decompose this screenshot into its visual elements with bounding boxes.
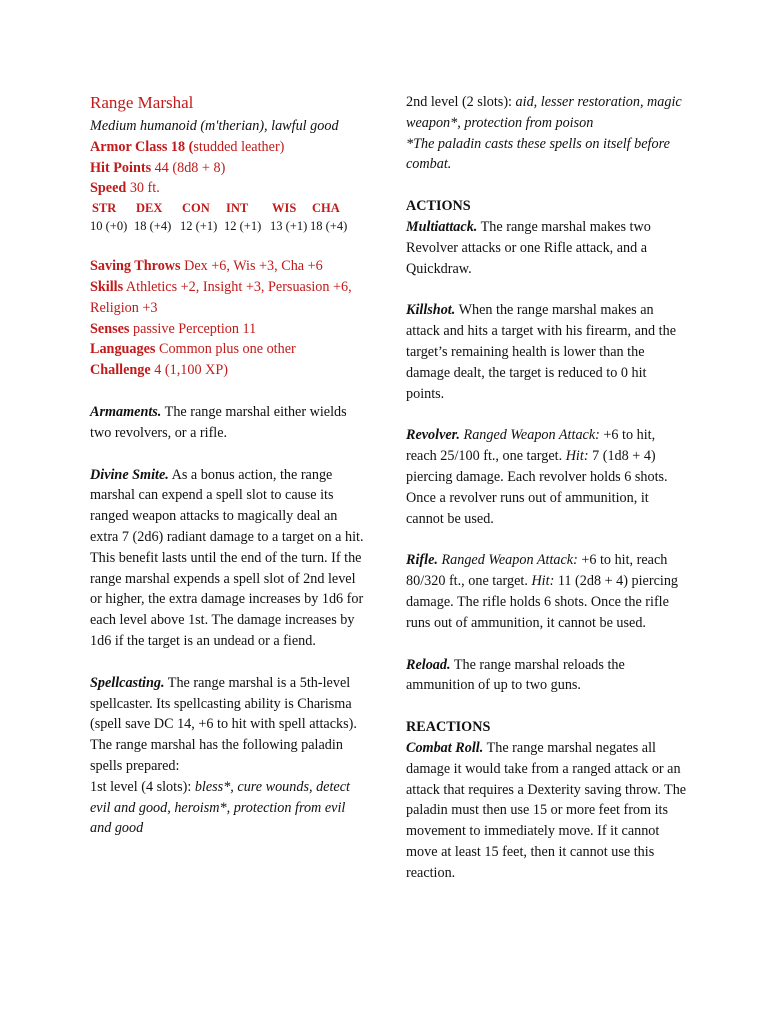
reaction-combat-roll	[406, 738, 688, 884]
creature-type: Medium humanoid (m'therian), lawful good	[90, 118, 339, 134]
action-rifle-damage: 11 (2d8 + 4) piercing damage. The rifle holds 6 shots. Once the rifle runs out of ammunition, it cannot be used.	[406, 573, 679, 631]
armor-class-label: Armor Class	[90, 138, 168, 155]
challenge-label: Challenge	[90, 362, 151, 379]
spells-level-1-label: 1st level (4 slots):	[90, 778, 192, 795]
action-multiattack-text: The range marshal makes two Revolver attacks or one Rifle attack, and a Quickdraw.	[406, 218, 651, 277]
spells-level-1-list: bless*, cure wounds, detect evil and good, heroism*, protection from evil and good	[90, 778, 350, 837]
ability-value-cha: 18 (+4)	[310, 219, 348, 234]
actions-header: ACTIONS	[406, 198, 471, 215]
speed	[90, 178, 368, 199]
armor-class-note: studded leather)	[193, 138, 285, 155]
action-rifle-name: Rifle.	[406, 552, 438, 569]
saving-throws-value: Dex +6, Wis +3, Cha +6	[184, 258, 323, 275]
reactions-header: REACTIONS	[406, 719, 491, 736]
trait-divine-smite-name: Divine Smite.	[90, 466, 169, 483]
spells-level-1	[90, 777, 368, 839]
action-revolver	[406, 425, 688, 529]
action-reload	[406, 655, 688, 697]
ability-value-dex: 18 (+4)	[134, 219, 172, 234]
saving-throws-label: Saving Throws	[90, 258, 181, 275]
action-rifle-hit-label: Hit:	[531, 573, 555, 590]
trait-divine-smite	[90, 465, 368, 652]
action-revolver-name: Revolver.	[406, 427, 460, 444]
trait-divine-smite-text: As a bonus action, the range marshal can expend a spell slot to cause its ranged weapon attacks to magically deal an extra 7 (2d6) radiant damage to a target on a hit. This benefit lasts until the end of the turn. If the range marshal expends a spell slot of 2nd level or higher, the extra damage increases by 1d6 for each level above 1st. The damage increases by 1d6 if the target is an undead or a fiend.	[90, 466, 364, 649]
creature-name: Range Marshal	[90, 93, 194, 112]
senses-label: Senses	[90, 320, 130, 337]
challenge-value: 4 (1,100 XP)	[154, 362, 228, 379]
hit-points-value: 44 (8d8 + 8)	[154, 159, 226, 176]
ability-value-str: 10 (+0)	[90, 219, 128, 234]
ability-label-cha: CHA	[312, 201, 340, 216]
action-rifle-attack-type: Ranged Weapon Attack:	[441, 552, 578, 569]
action-reload-text: The range marshal reloads the ammunition of up to two guns.	[406, 656, 625, 694]
action-revolver-hit-label: Hit:	[565, 448, 589, 465]
action-killshot-name: Killshot.	[406, 302, 456, 319]
action-reload-name: Reload.	[406, 656, 451, 673]
trait-spellcasting-name: Spellcasting.	[90, 674, 165, 691]
skills-label: Skills	[90, 278, 124, 295]
ability-value-int: 12 (+1)	[224, 219, 262, 234]
action-killshot-text: When the range marshal makes an attack and hits a target with his firearm, and the target’s remaining health is lower than the damage dealt, the target is reduced to 0 hit points.	[406, 302, 676, 402]
action-rifle	[406, 550, 688, 633]
ability-value-wis: 13 (+1)	[270, 219, 308, 234]
speed-label: Speed	[90, 180, 127, 197]
action-revolver-attack-type: Ranged Weapon Attack:	[463, 427, 600, 444]
languages	[90, 339, 368, 360]
spell-footnote: *The paladin casts these spells on itself before combat.	[406, 135, 670, 173]
senses	[90, 319, 368, 340]
action-revolver-damage: 7 (1d8 + 4) piercing damage. Each revolver holds 6 shots. Once a revolver runs out of ammunition, it cannot be used.	[406, 448, 668, 527]
ability-scores	[90, 199, 368, 235]
right-column	[406, 92, 688, 884]
ability-label-dex: DEX	[136, 201, 163, 216]
hit-points-label: Hit Points	[90, 159, 152, 176]
languages-value: Common plus one other	[158, 341, 296, 358]
hit-points	[90, 158, 368, 179]
action-rifle-to-hit: +6 to hit, reach 80/320 ft., one target.	[406, 552, 668, 590]
ability-label-con: CON	[182, 201, 210, 216]
senses-value: passive Perception 11	[132, 320, 257, 337]
ability-value-con: 12 (+1)	[180, 219, 218, 234]
skills	[90, 277, 368, 319]
challenge	[90, 360, 368, 381]
action-killshot	[406, 300, 688, 404]
reaction-combat-roll-name: Combat Roll.	[406, 739, 484, 756]
spells-level-2-list: aid, lesser restoration, magic weapon*, protection from poison	[406, 94, 682, 131]
trait-spellcasting	[90, 673, 368, 777]
action-multiattack	[406, 217, 688, 279]
trait-armaments-name: Armaments.	[90, 403, 162, 420]
reaction-combat-roll-text: The range marshal negates all damage it would take from a ranged attack or an attack that requires a Dexterity saving throw. The paladin must then use 15 or more feet from its movement to immediately move. If it cannot move at least 15 feet, then it cannot use this reaction.	[406, 739, 687, 881]
left-column	[90, 92, 368, 839]
spells-level-2-label: 2nd level (2 slots):	[406, 94, 512, 110]
ability-label-wis: WIS	[272, 201, 297, 216]
trait-armaments	[90, 402, 368, 444]
saving-throws	[90, 256, 368, 277]
armor-class	[90, 137, 368, 158]
ability-label-int: INT	[226, 201, 249, 216]
trait-armaments-text: The range marshal either wields two revolvers, or a rifle.	[90, 403, 347, 441]
languages-label: Languages	[90, 341, 156, 358]
spells-level-2	[406, 92, 688, 134]
action-revolver-to-hit: +6 to hit, reach 25/100 ft., one target.	[406, 427, 656, 465]
skills-value: Athletics +2, Insight +3, Persuasion +6, Religion +3	[90, 278, 352, 316]
ability-label-str: STR	[92, 201, 117, 216]
action-multiattack-name: Multiattack.	[406, 218, 478, 235]
speed-value: 30 ft.	[129, 180, 160, 197]
trait-spellcasting-text: The range marshal is a 5th-level spellcaster. Its spellcasting ability is Charisma (spell save DC 14, +6 to hit with spell attacks). The range marshal has the following paladin spells prepared:	[90, 674, 357, 774]
armor-class-value: 18 (	[170, 138, 194, 155]
